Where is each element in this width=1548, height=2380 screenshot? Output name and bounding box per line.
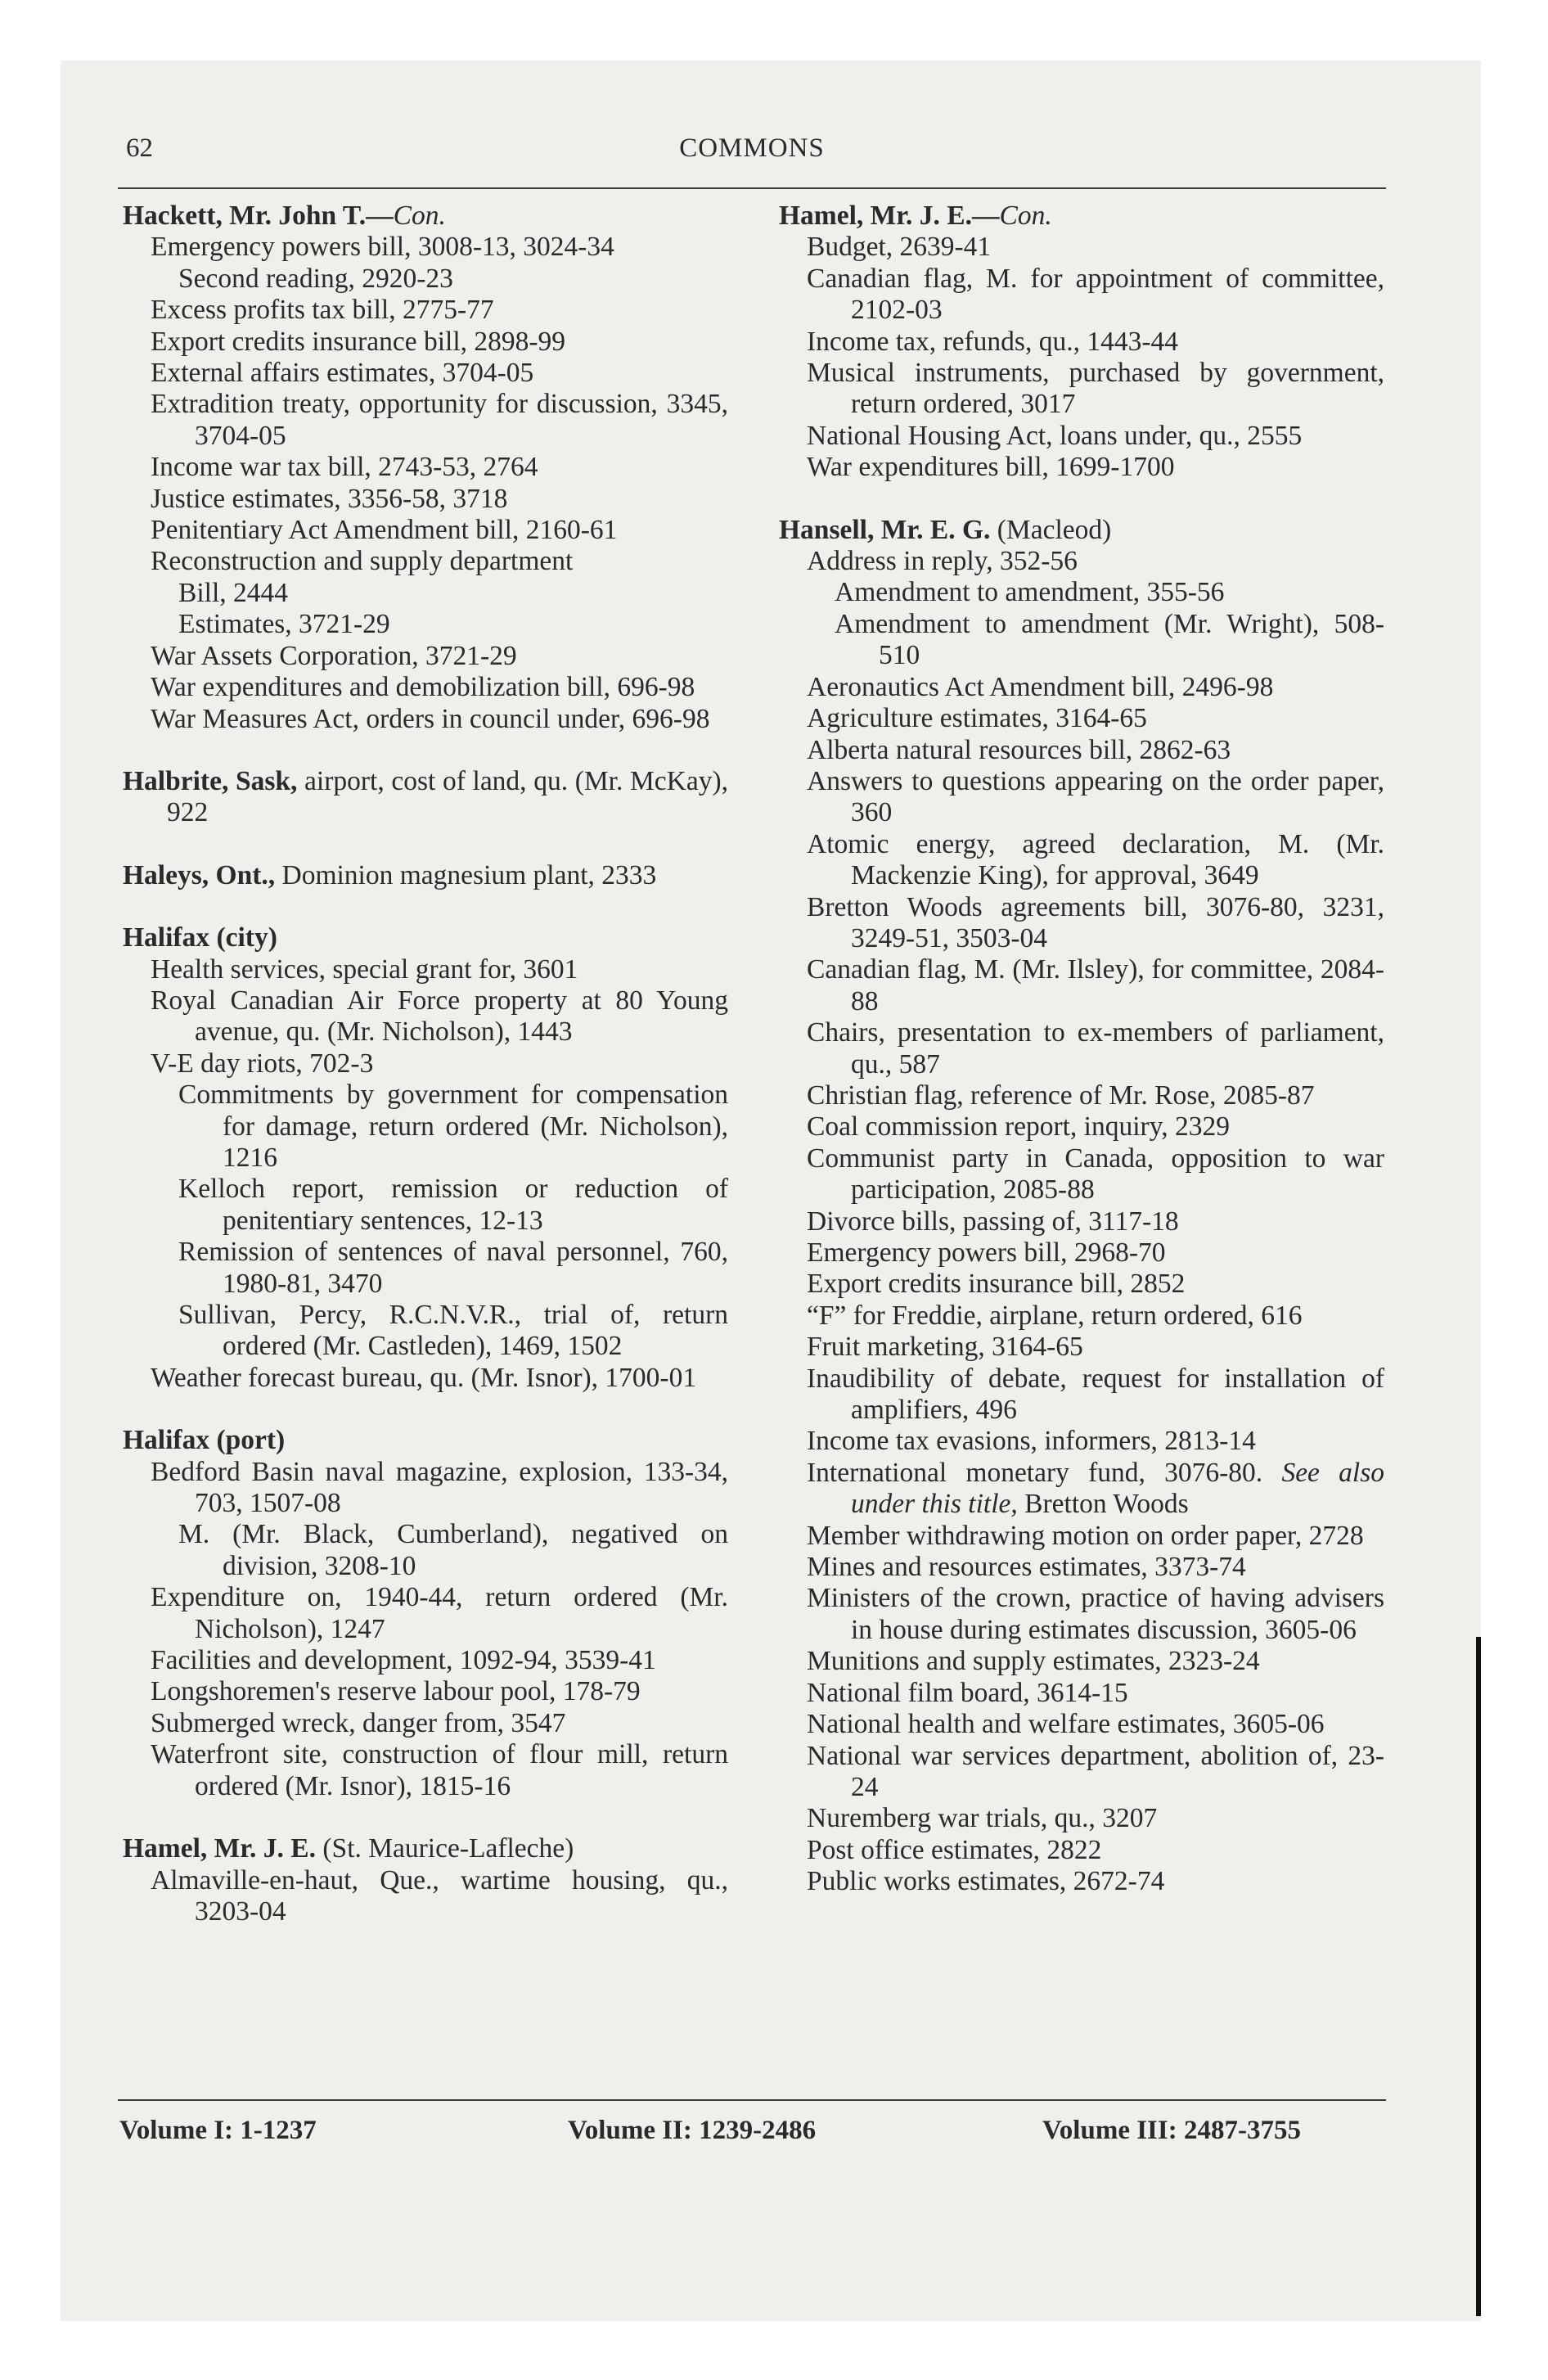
index-entry	[779, 358, 1384, 421]
index-subentry	[779, 609, 1384, 672]
index-entry	[123, 1708, 728, 1739]
index-subentry	[123, 609, 728, 640]
entry-text: Expenditure on, 1940-44, return ordered (Mr. Nicholson), 1247	[151, 1582, 728, 1644]
index-subentry	[123, 1519, 728, 1582]
index-entry	[123, 358, 728, 389]
entry-text: Extradition treaty, opportunity for discussion, 3345, 3704-05	[151, 389, 728, 451]
entry-text: Public works estimates, 2672-74	[807, 1866, 1165, 1897]
index-heading	[779, 201, 1384, 232]
index-entry	[779, 1237, 1384, 1269]
entry-text: Musical instruments, purchased by government, return ordered, 3017	[807, 358, 1384, 420]
entry-text: Fruit marketing, 3164-65	[807, 1332, 1083, 1363]
page-header	[126, 133, 1378, 174]
index-entry	[779, 421, 1384, 452]
entry-text: Second reading, 2920-23	[178, 263, 453, 294]
entry-text: Royal Canadian Air Force property at 80 Young avenue, qu. (Mr. Nicholson), 1443	[151, 985, 728, 1048]
index-entry	[779, 1866, 1384, 1897]
entry-text: National Housing Act, loans under, qu., 2555	[807, 420, 1303, 451]
entry-text: War expenditures and demobilization bill, 696-98	[151, 672, 695, 703]
heading-name: Halifax (city)	[123, 922, 277, 953]
left-column	[123, 201, 728, 1927]
entry-text: Longshoremen's reserve labour pool, 178-79	[151, 1676, 641, 1707]
entry-text: Commitments by government for compensation for damage, return ordered (Mr. Nicholson), 1216	[178, 1080, 728, 1173]
entry-text: War Measures Act, orders in council under, 696-98	[151, 703, 710, 734]
header-rule	[118, 187, 1386, 189]
heading-name: Hansell, Mr. E. G.	[779, 514, 991, 545]
index-entry	[779, 1803, 1384, 1834]
index-entry	[779, 1835, 1384, 1866]
entry-text: Answers to questions appearing on the order paper, 360	[807, 765, 1384, 828]
entry-text: Communist party in Canada, opposition to war participation, 2085-88	[807, 1143, 1384, 1206]
entry-text: Munitions and supply estimates, 2323-24	[807, 1646, 1260, 1677]
index-entry	[123, 1048, 728, 1080]
index-heading	[123, 1833, 728, 1864]
index-entry	[779, 1709, 1384, 1740]
running-head: COMMONS	[679, 133, 825, 163]
entry-text: Ministers of the crown, practice of having advisers in house during estimates discussion, 3605-06	[807, 1583, 1384, 1645]
index-entry	[123, 672, 728, 703]
entry-text: Address in reply, 352-56	[807, 546, 1078, 577]
index-heading	[779, 515, 1384, 546]
index-entry	[779, 327, 1384, 358]
entry-text: National health and welfare estimates, 3605-06	[807, 1709, 1325, 1740]
entry-text: Penitentiary Act Amendment bill, 2160-61	[151, 515, 618, 546]
index-entry	[123, 704, 728, 735]
index-entry	[779, 1206, 1384, 1237]
heading-dash: —	[366, 201, 394, 231]
cross-reference: See also under this title,	[851, 1457, 1385, 1520]
index-entry	[123, 985, 728, 1048]
heading-name: Hamel, Mr. J. E.	[779, 201, 973, 231]
entry-text: Income war tax bill, 2743-53, 2764	[151, 452, 538, 483]
entry-text: Christian flag, reference of Mr. Rose, 2085-87	[807, 1080, 1315, 1111]
index-entry	[123, 1739, 728, 1802]
entry-text: Amendment to amendment, 355-56	[835, 577, 1225, 608]
index-entry	[779, 546, 1384, 577]
right-column	[779, 201, 1384, 1898]
index-entry	[779, 1426, 1384, 1457]
index-entry	[123, 327, 728, 358]
volume-2-range: Volume II: 1239-2486	[568, 2116, 817, 2145]
heading-name: Haleys, Ont.,	[123, 859, 276, 890]
volume-1-range: Volume I: 1-1237	[119, 2116, 317, 2145]
entry-text: War expenditures bill, 1699-1700	[807, 452, 1175, 483]
entry-text: Mines and resources estimates, 3373-74	[807, 1552, 1246, 1583]
index-subentry	[123, 1080, 728, 1174]
entry-text: National war services department, abolition of, 23-24	[807, 1740, 1384, 1802]
entry-text: Waterfront site, construction of flour mill, return ordered (Mr. Isnor), 1815-16	[151, 1739, 728, 1801]
index-entry	[123, 295, 728, 326]
index-entry	[123, 484, 728, 515]
entry-text: Inaudibility of debate, request for installation of amplifiers, 496	[807, 1363, 1384, 1426]
index-entry	[123, 954, 728, 985]
entry-text: Bedford Basin naval magazine, explosion, 133-34, 703, 1507-08	[151, 1456, 728, 1519]
heading-detail: (St. Maurice-Lafleche)	[316, 1833, 574, 1864]
index-heading	[123, 201, 728, 232]
index-entry	[123, 546, 728, 577]
entry-text: Submerged wreck, danger from, 3547	[151, 1707, 566, 1738]
entry-text: Emergency powers bill, 2968-70	[807, 1237, 1166, 1268]
entry-text: Weather forecast bureau, qu. (Mr. Isnor), 1700-01	[151, 1362, 697, 1393]
index-entry	[123, 389, 728, 452]
heading-dash: —	[972, 201, 1000, 231]
index-entry	[123, 1676, 728, 1707]
index-entry	[779, 1552, 1384, 1583]
entry-text: Income tax, refunds, qu., 1443-44	[807, 326, 1179, 357]
index-heading	[123, 1425, 728, 1456]
index-entry	[779, 1017, 1384, 1080]
page-number: 62	[126, 133, 153, 163]
entry-text: Kelloch report, remission or reduction of penitentiary sentences, 12-13	[178, 1174, 728, 1236]
index-entry	[779, 1269, 1384, 1300]
index-entry	[779, 1741, 1384, 1804]
entry-text: Atomic energy, agreed declaration, M. (Mr. Mackenzie King), for approval, 3649	[807, 828, 1384, 891]
index-entry	[779, 672, 1384, 703]
entry-text: Health services, special grant for, 3601	[151, 953, 578, 985]
entry-text: Facilities and development, 1092-94, 3539-41	[151, 1645, 656, 1676]
entry-text: Aeronautics Act Amendment bill, 2496-98	[807, 671, 1274, 702]
index-entry	[123, 1363, 728, 1394]
entry-text: Agriculture estimates, 3164-65	[807, 703, 1147, 734]
heading-detail: airport, cost of land, qu. (Mr. McKay), 922	[167, 765, 728, 828]
entry-text: M. (Mr. Black, Cumberland), negatived on division, 3208-10	[178, 1519, 728, 1581]
entry-text: War Assets Corporation, 3721-29	[151, 640, 517, 671]
entry-text: Sullivan, Percy, R.C.N.V.R., trial of, return ordered (Mr. Castleden), 1469, 1502	[178, 1300, 728, 1362]
entry-text: Income tax evasions, informers, 2813-14	[807, 1426, 1256, 1457]
index-entry	[779, 1458, 1384, 1521]
index-entry	[779, 1143, 1384, 1206]
entry-text: Member withdrawing motion on order paper, 2728	[807, 1520, 1364, 1551]
index-entry	[779, 1111, 1384, 1143]
index-subentry	[779, 577, 1384, 608]
entry-text: Justice estimates, 3356-58, 3718	[151, 483, 508, 514]
index-entry	[779, 1646, 1384, 1677]
entry-text: Reconstruction and supply department	[151, 546, 574, 577]
entry-text: Canadian flag, M. (Mr. Ilsley), for committee, 2084-88	[807, 954, 1384, 1016]
entry-text: Divorce bills, passing of, 3117-18	[807, 1206, 1179, 1237]
index-entry	[779, 264, 1384, 327]
index-entry	[123, 515, 728, 546]
entry-text: Budget, 2639-41	[807, 232, 992, 263]
index-entry	[123, 1645, 728, 1676]
index-heading	[123, 860, 728, 891]
entry-text: International monetary fund, 3076-80.	[807, 1457, 1263, 1488]
entry-text: “F” for Freddie, airplane, return ordered, 616	[807, 1300, 1303, 1331]
index-subentry	[123, 578, 728, 609]
heading-name: Halifax (port)	[123, 1425, 286, 1456]
index-entry	[123, 1865, 728, 1928]
index-heading	[123, 766, 728, 829]
index-entry	[779, 892, 1384, 955]
entry-text: Remission of sentences of naval personnel, 760, 1980-81, 3470	[178, 1237, 728, 1299]
scan-edge-mark	[1476, 1637, 1481, 2316]
entry-text: Excess profits tax bill, 2775-77	[151, 295, 494, 326]
index-entry	[779, 735, 1384, 766]
footer-rule	[118, 2099, 1386, 2101]
continued-label: Con.	[999, 201, 1052, 231]
index-entry	[123, 1582, 728, 1645]
index-entry	[779, 766, 1384, 829]
index-entry	[779, 1583, 1384, 1646]
index-heading	[123, 922, 728, 953]
entry-text: Export credits insurance bill, 2898-99	[151, 326, 566, 357]
index-entry	[779, 1678, 1384, 1709]
continued-label: Con.	[393, 201, 446, 231]
index-entry	[779, 829, 1384, 892]
entry-text: Nuremberg war trials, qu., 3207	[807, 1803, 1158, 1834]
heading-detail: (Macleod)	[990, 514, 1112, 545]
entry-text: External affairs estimates, 3704-05	[151, 358, 534, 389]
index-entry	[123, 452, 728, 483]
index-entry	[779, 1521, 1384, 1552]
entry-text: Post office estimates, 2822	[807, 1834, 1102, 1865]
index-entry	[779, 954, 1384, 1017]
entry-text: Emergency powers bill, 3008-13, 3024-34	[151, 232, 614, 263]
index-entry	[779, 232, 1384, 263]
heading-name: Hackett, Mr. John T.	[123, 201, 367, 231]
cross-reference-target: Bretton Woods	[1024, 1489, 1189, 1520]
volume-footer	[118, 2116, 1386, 2157]
index-entry	[779, 703, 1384, 734]
volume-3-range: Volume III: 2487-3755	[1042, 2116, 1301, 2145]
entry-text: Coal commission report, inquiry, 2329	[807, 1111, 1231, 1143]
index-subentry	[123, 1237, 728, 1300]
index-subentry	[123, 1174, 728, 1237]
entry-text: Export credits insurance bill, 2852	[807, 1269, 1186, 1300]
entry-text: Alberta natural resources bill, 2862-63	[807, 734, 1231, 765]
heading-name: Hamel, Mr. J. E.	[123, 1833, 317, 1864]
index-entry	[123, 641, 728, 672]
entry-text: Bretton Woods agreements bill, 3076-80, 3231, 3249-51, 3503-04	[807, 891, 1384, 953]
entry-text: Estimates, 3721-29	[178, 609, 390, 640]
index-subentry	[123, 264, 728, 295]
index-entry	[779, 1332, 1384, 1363]
index-entry	[779, 1364, 1384, 1427]
index-entry	[123, 1457, 728, 1520]
entry-text: Amendment to amendment (Mr. Wright), 508-510	[835, 608, 1384, 671]
entry-text: Almaville-en-haut, Que., wartime housing, qu., 3203-04	[151, 1864, 728, 1927]
entry-text: Chairs, presentation to ex-members of parliament, qu., 587	[807, 1017, 1384, 1080]
index-entry	[779, 1080, 1384, 1111]
index-subentry	[123, 1300, 728, 1363]
heading-name: Halbrite, Sask,	[123, 765, 298, 796]
index-entry	[779, 1300, 1384, 1332]
entry-text: V-E day riots, 702-3	[151, 1048, 374, 1079]
index-entry	[123, 232, 728, 263]
entry-text: Bill, 2444	[178, 577, 289, 608]
heading-detail: Dominion magnesium plant, 2333	[275, 859, 657, 890]
entry-text: Canadian flag, M. for appointment of committee, 2102-03	[807, 263, 1384, 326]
index-entry	[779, 452, 1384, 483]
entry-text: National film board, 3614-15	[807, 1677, 1128, 1708]
